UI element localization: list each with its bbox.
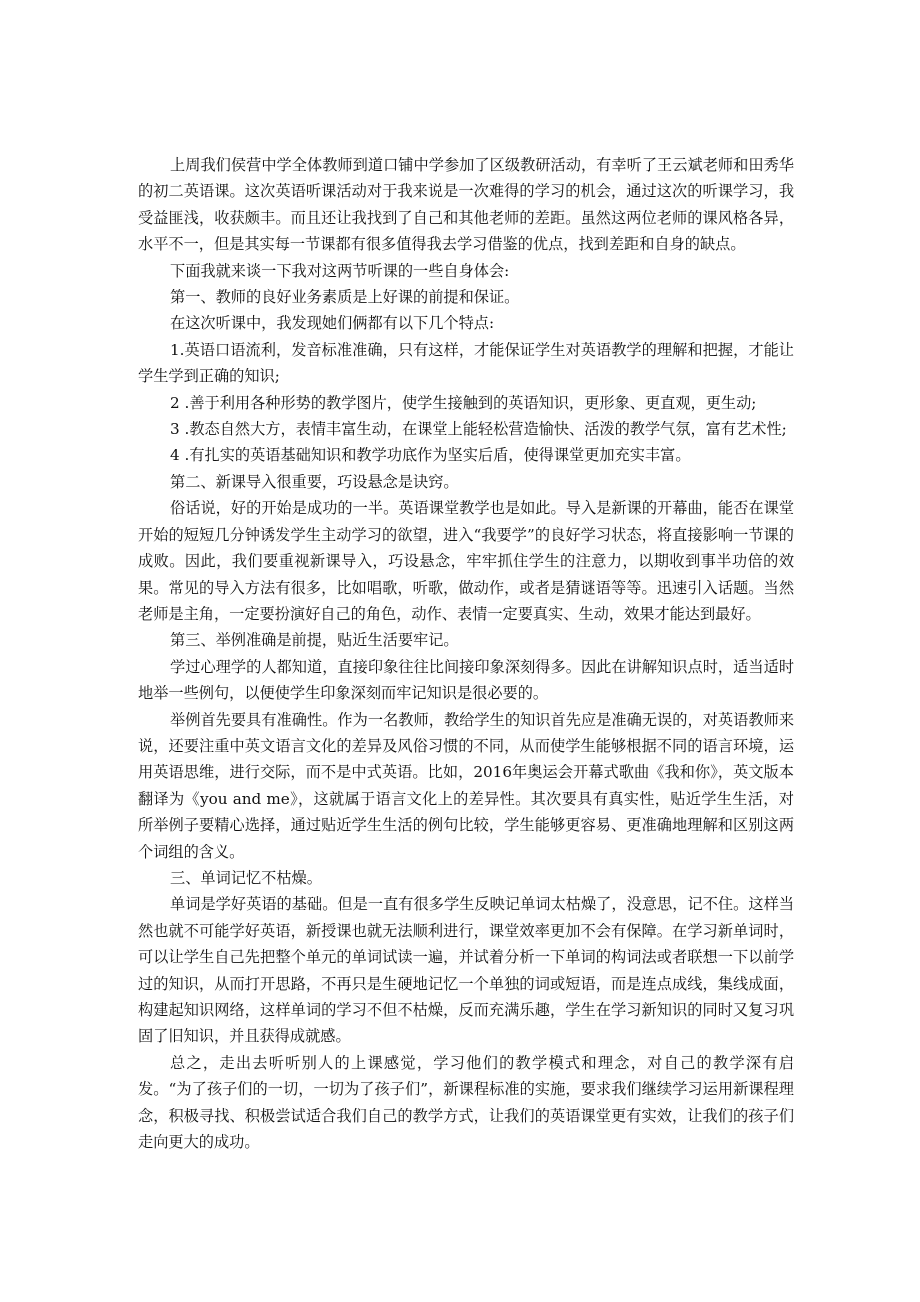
paragraph-psychology: 学过心理学的人都知道，直接印象往往比间接印象深刻得多。因此在讲解知识点时，适当适时地举一些例句，以便使学生印象深刻而牢记知识是很必要的。 bbox=[138, 657, 794, 703]
heading-point-vocabulary: 三、单词记忆不枯燥。 bbox=[170, 868, 322, 887]
heading-point-three: 第三、举例准确是前提，贴近生活要牢记。 bbox=[170, 631, 459, 650]
paragraph-features-intro: 在这次听课中，我发现她们俩都有以下几个特点: bbox=[170, 314, 495, 333]
heading-point-one: 第一、教师的良好业务素质是上好课的前提和保证。 bbox=[170, 288, 520, 307]
list-item-2: 2 .善于利用各种形势的教学图片，使学生接触到的英语知识，更形象、更直观，更生动; bbox=[170, 393, 757, 412]
paragraph-examples: 举例首先要具有准确性。作为一名教师，教给学生的知识首先应是准确无误的，对英语教师来说，还要注重中英文语言文化的差异及风俗习惯的不同，从而使学生能够根据不同的语言环境，运用英语思维，进行交际，而不是中式英语。比如，2016年奥运会开幕式歌曲《我和你》，英文版本翻译为《you and me》，这就属于语言文化上的差异性。其次要具有真实性，贴近学生生活，对所举例子要精心选择，通过贴近学生生活的例句比较，学生能够更容易、更准确地理解和区别这两个词组的含义。 bbox=[138, 710, 794, 861]
paragraph-intro: 上周我们侯营中学全体教师到道口铺中学参加了区级教研活动，有幸听了王云斌老师和田秀华的初二英语课。这次英语听课活动对于我来说是一次难得的学习的机会，通过这次的听课学习，我受益匪浅，收获颇丰。而且还让我找到了自己和其他老师的差距。虽然这两位老师的课风格各异，水平不一，但是其实每一节课都有很多值得我去学习借鉴的优点，找到差距和自身的缺点。 bbox=[138, 156, 794, 254]
heading-point-two: 第二、新课导入很重要，巧设悬念是诀窍。 bbox=[170, 472, 459, 491]
paragraph-vocabulary: 单词是学好英语的基础。但是一直有很多学生反映记单词太枯燥了，没意思，记不住。这样当然也就不可能学好英语，新授课也就无法顺利进行，课堂效率更加不会有保障。在学习新单词时，可以让学生自己先把整个单元的单词试读一遍，并试着分析一下单词的构词法或者联想一下以前学过的知识，从而打开思路，不再只是生硬地记忆一个单独的词或短语，而是连点成线，集线成面，构建起知识网络，这样单词的学习不但不枯燥，反而充满乐趣，学生在学习新知识的同时又复习巩固了旧知识，并且获得成就感。 bbox=[138, 895, 794, 1046]
list-item-4: 4 .有扎实的英语基础知识和教学功底作为坚实后盾，使得课堂更加充实丰富。 bbox=[170, 446, 691, 465]
document-body bbox=[138, 152, 794, 1155]
list-item-3: 3 .教态自然大方，表情丰富生动，在课堂上能轻松营造愉快、活泼的教学气氛，富有艺术性; bbox=[170, 420, 787, 439]
paragraph-transition: 下面我就来谈一下我对这两节听课的一些自身体会: bbox=[170, 261, 510, 280]
paragraph-conclusion: 总之，走出去听听别人的上课感觉，学习他们的教学模式和理念，对自己的教学深有启发。“为了孩子们的一切，一切为了孩子们”，新课程标准的实施，要求我们继续学习运用新课程理念，积极寻找、积极尝试适合我们自己的教学方式，让我们的英语课堂更有实效，让我们的孩子们走向更大的成功。 bbox=[138, 1053, 794, 1152]
list-item-1: 1.英语口语流利，发音标准准确，只有这样，才能保证学生对英语教学的理解和把握，才能让学生学到正确的知识; bbox=[138, 340, 794, 386]
paragraph-lesson-intro: 俗话说，好的开始是成功的一半。英语课堂教学也是如此。导入是新课的开幕曲，能否在课堂开始的短短几分钟诱发学生主动学习的欲望，进入“我要学”的良好学习状态，将直接影响一节课的成败。因此，我们要重视新课导入，巧设悬念，牢牢抓住学生的注意力，以期收到事半功倍的效果。常见的导入方法有很多，比如唱歌，听歌，做动作，或者是猜谜语等等。迅速引入话题。当然老师是主角，一定要扮演好自己的角色，动作、表情一定要真实、生动，效果才能达到最好。 bbox=[138, 499, 794, 623]
